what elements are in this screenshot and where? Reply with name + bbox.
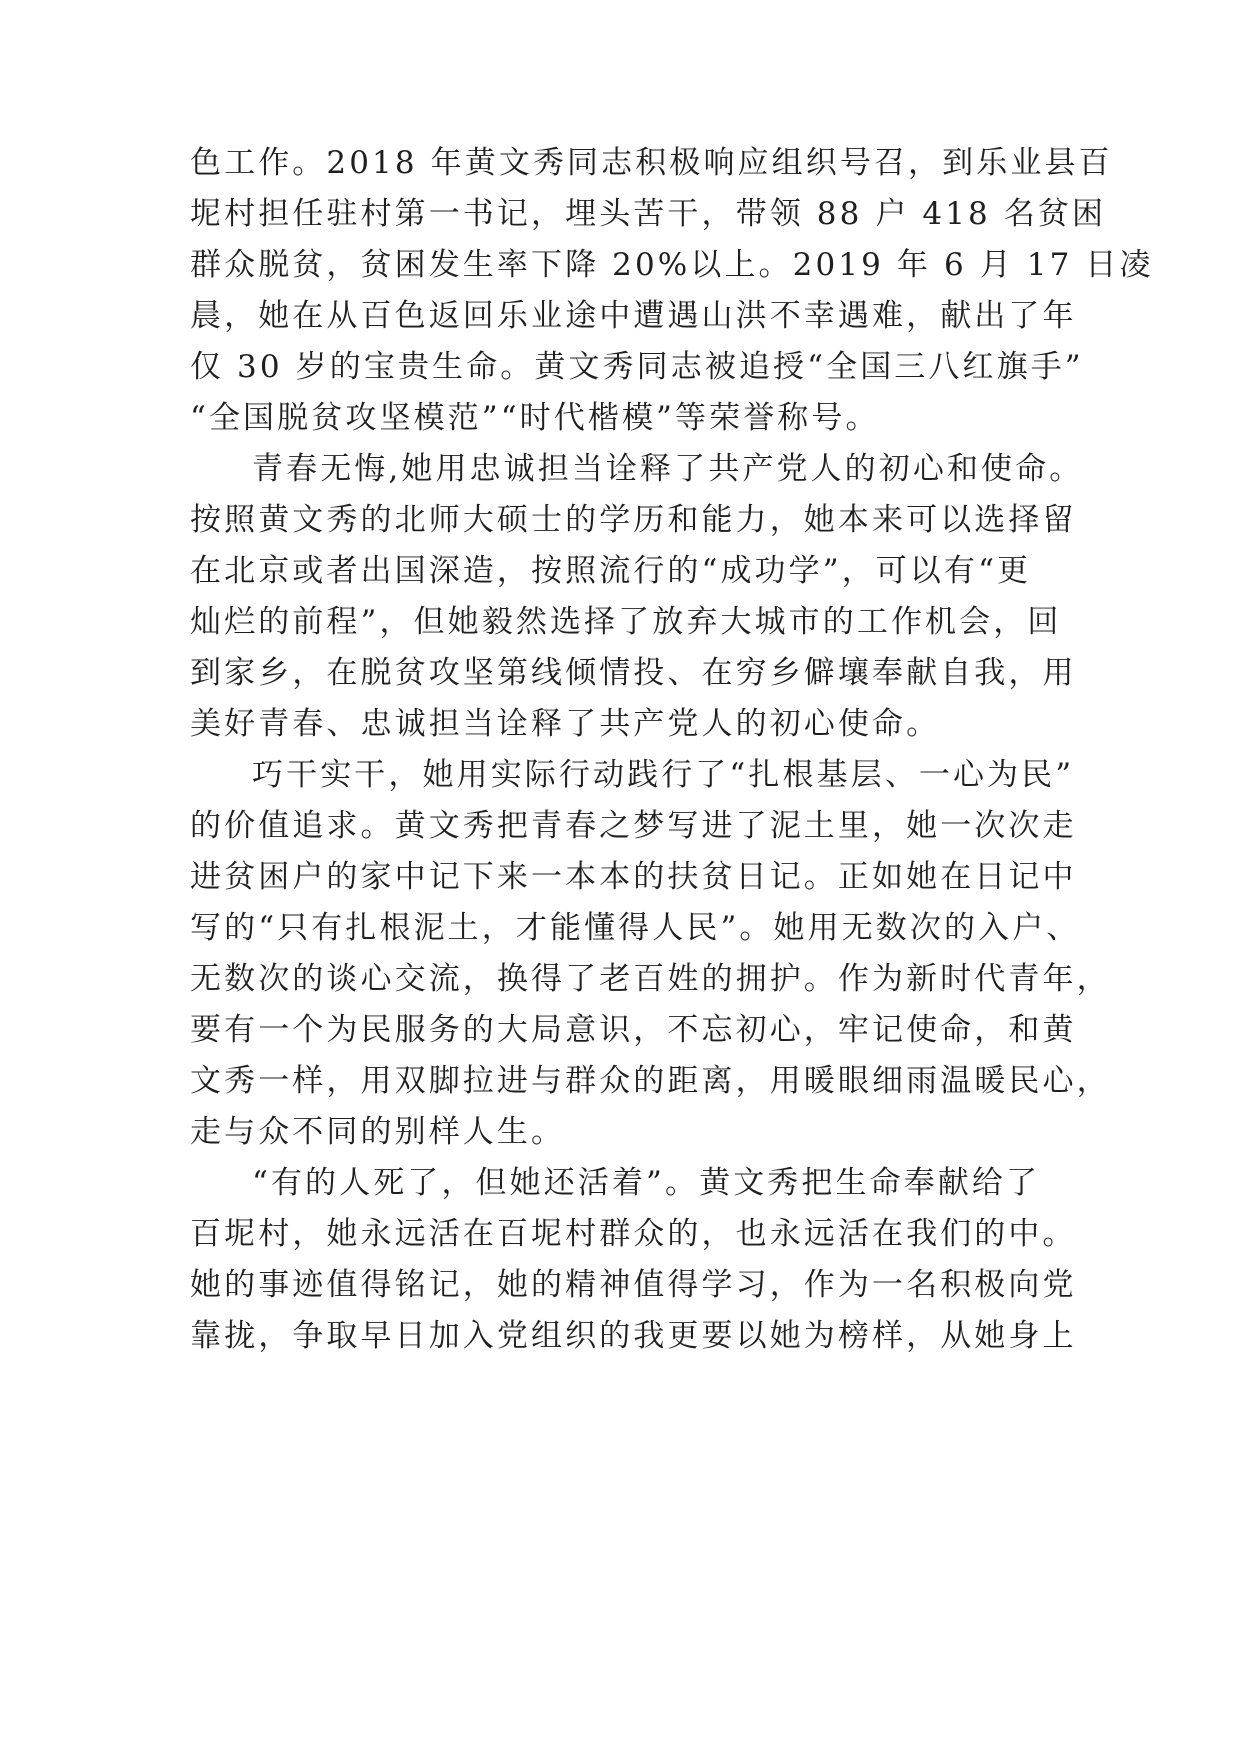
text-line: 仅 30 岁的宝贵生命。黄文秀同志被追授“全国三八红旗手” (190, 349, 1084, 385)
text-line: 走与众不同的别样人生。 (190, 1114, 566, 1150)
text-line: 写的“只有扎根泥土，才能懂得人民”。她用无数次的入户、 (190, 910, 1081, 946)
text-line: 巧干实干，她用实际行动践行了“扎根基层、一心为民” (252, 757, 1075, 793)
text-line: 色工作。2018 年黄文秀同志积极响应组织号召，到乐业县百 (190, 145, 1113, 181)
text-line: 要有一个为民服务的大局意识，不忘初心，牢记使命，和黄 (190, 1012, 1077, 1048)
text-line: 文秀一样，用双脚拉进与群众的距离，用暖眼细雨温暖民心， (190, 1063, 1111, 1099)
text-line: 进贫困户的家中记下来一本本的扶贫日记。正如她在日记中 (190, 859, 1077, 895)
text-line: 群众脱贫，贫困发生率下降 20%以上。2019 年 6 月 17 日凌 (190, 247, 1154, 283)
text-line: 无数次的谈心交流，换得了老百姓的拥护。作为新时代青年， (190, 961, 1111, 997)
text-line: 百坭村，她永远活在百坭村群众的，也永远活在我们的中。 (190, 1216, 1077, 1252)
text-line: 灿烂的前程”，但她毅然选择了放弃大城市的工作机会，回 (190, 604, 1062, 640)
text-line: 到家乡，在脱贫攻坚第线倾情投、在穷乡僻壤奉献自我，用 (190, 655, 1077, 691)
text-line: 青春无悔,她用忠诚担当诠释了共产党人的初心和使命。 (252, 451, 1084, 487)
text-line: “有的人死了，但她还活着”。黄文秀把生命奉献给了 (252, 1165, 1041, 1201)
text-line: 美好青春、忠诚担当诠释了共产党人的初心使命。 (190, 706, 941, 742)
text-line: 靠拢，争取早日加入党组织的我更要以她为榜样，从她身上 (190, 1318, 1077, 1354)
text-line: 按照黄文秀的北师大硕士的学历和能力，她本来可以选择留 (190, 502, 1077, 538)
text-line: 坭村担任驻村第一书记，埋头苦干，带领 88 户 418 名贫困 (190, 196, 1107, 232)
text-line: 她的事迹值得铭记，她的精神值得学习，作为一名积极向党 (190, 1267, 1077, 1303)
text-line: 晨，她在从百色返回乐业途中遭遇山洪不幸遇难，献出了年 (190, 298, 1077, 334)
text-line: 的价值追求。黄文秀把青春之梦写进了泥土里，她一次次走 (190, 808, 1077, 844)
text-line: 在北京或者出国深造，按照流行的“成功学”，可以有“更 (190, 553, 1032, 589)
text-line: “全国脱贫攻坚模范”“时代楷模”等荣誉称号。 (190, 400, 880, 436)
